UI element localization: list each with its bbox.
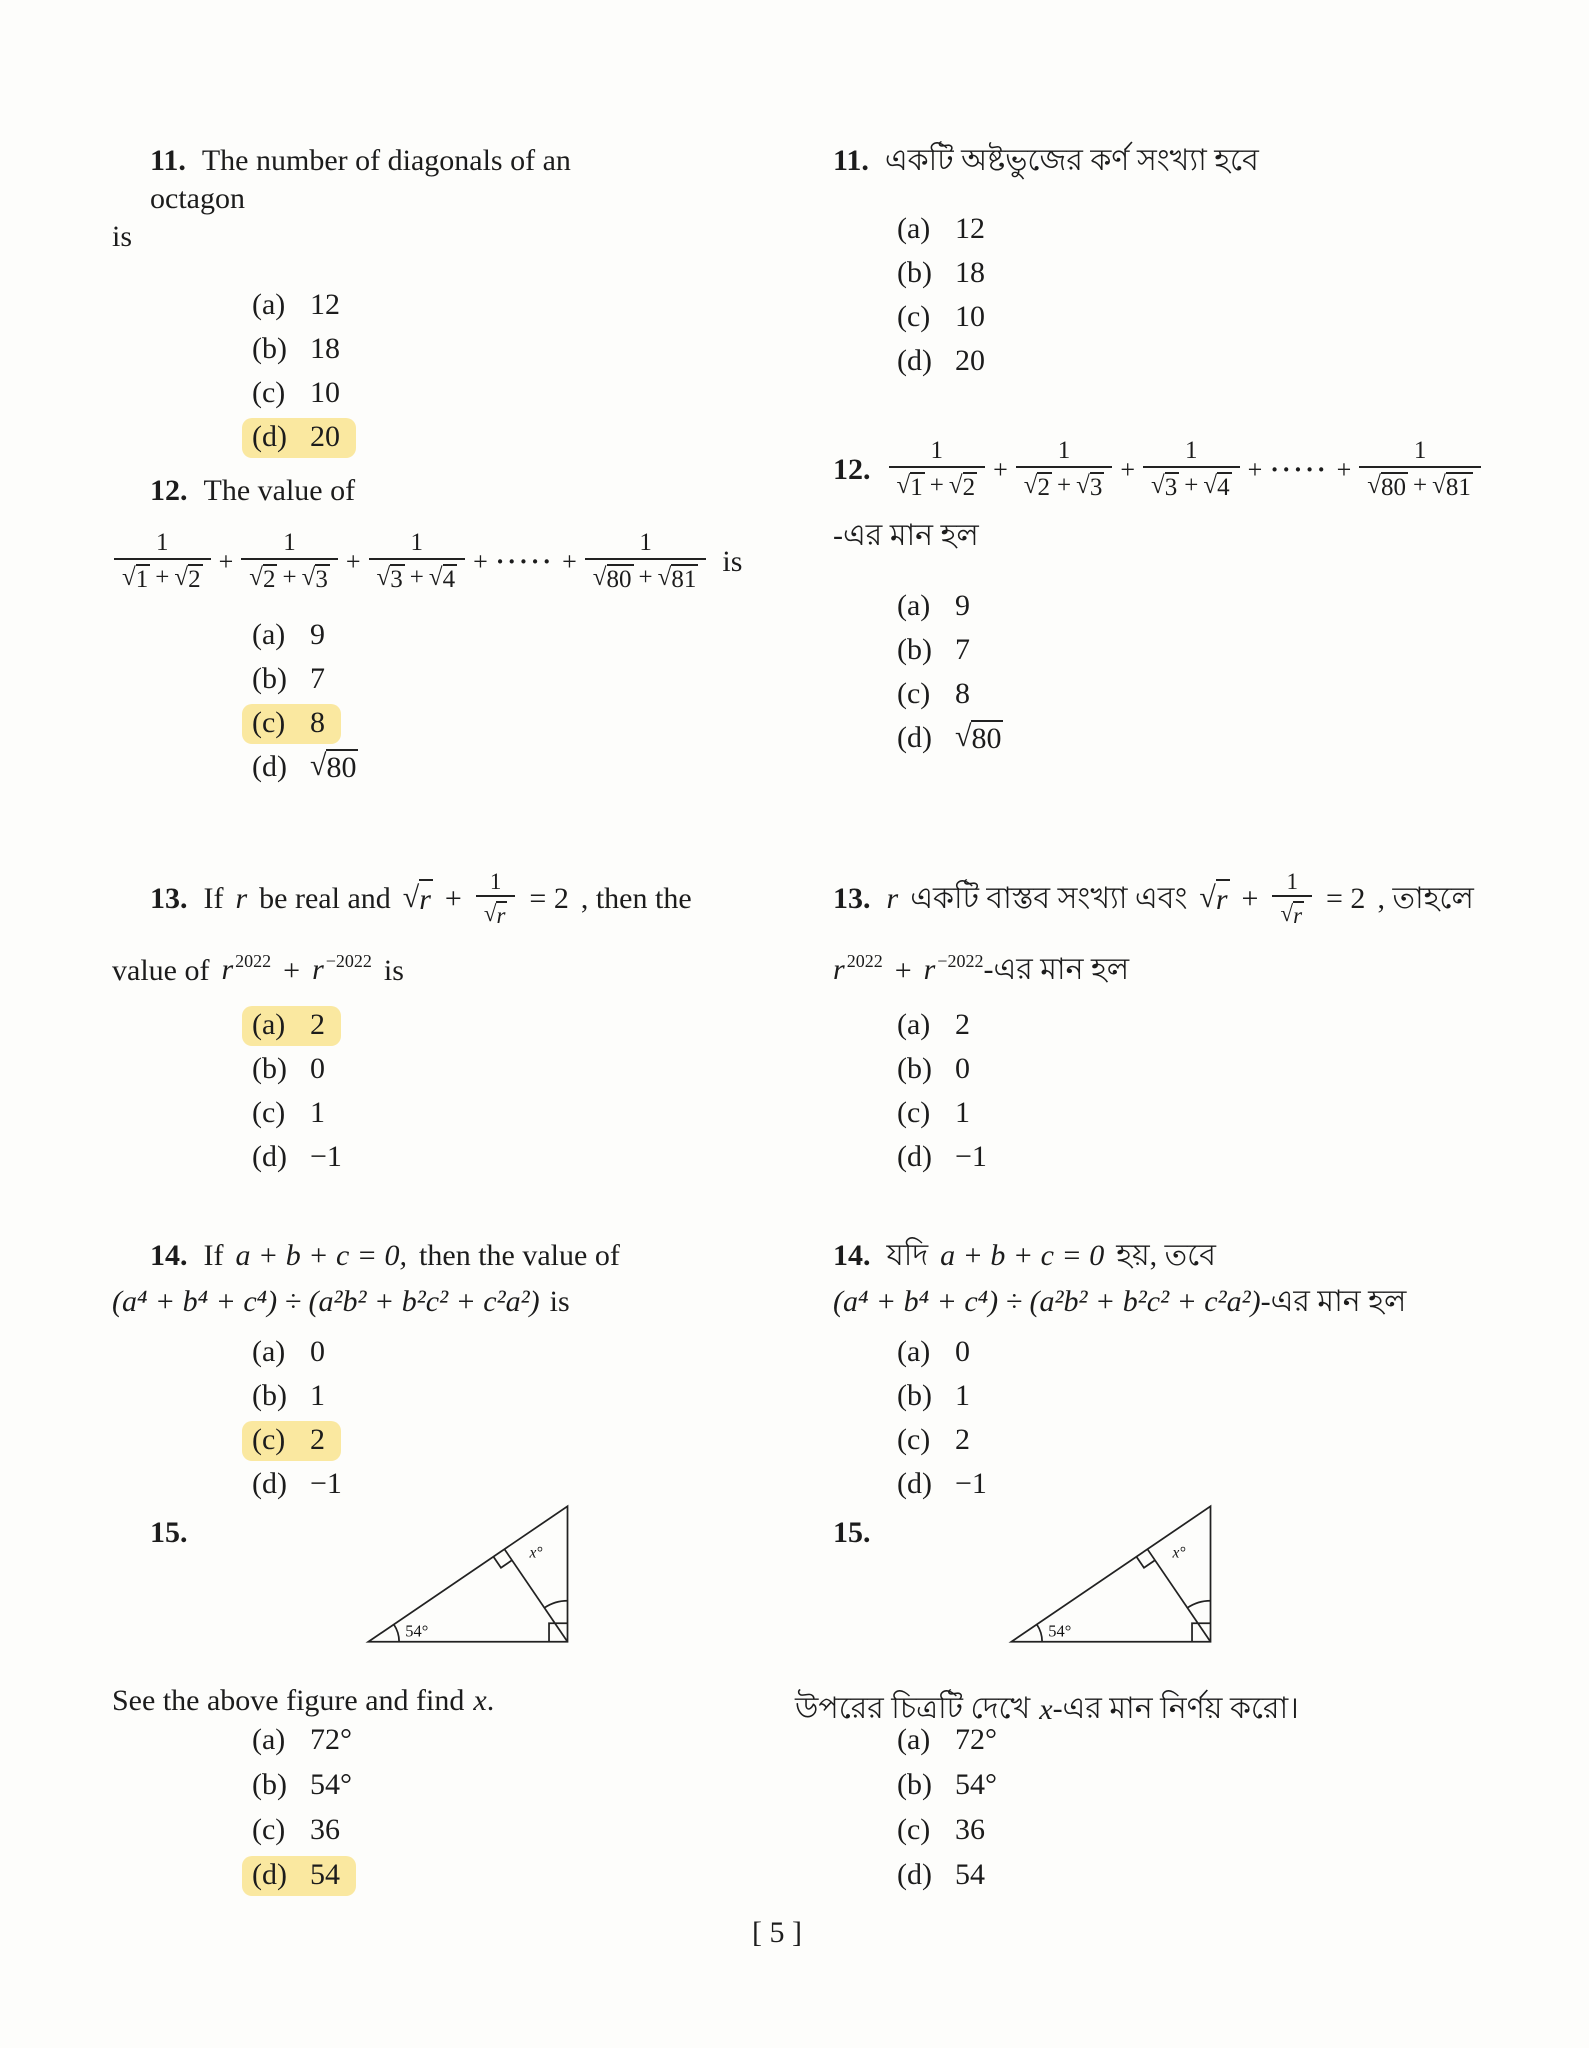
option-value: 36: [310, 1812, 340, 1846]
option-row: [897, 208, 1533, 252]
option-value: 1: [955, 1379, 970, 1412]
right-angle-marker-foot: [1136, 1557, 1155, 1568]
option-letter: (c): [897, 677, 931, 710]
option-letter: (b): [252, 1379, 287, 1412]
radical-icon: √: [948, 471, 963, 499]
question-13-english: [112, 852, 732, 1180]
option-value: 18: [955, 256, 985, 289]
question-12-bengali: [833, 422, 1533, 761]
option-letter: (a): [252, 1722, 286, 1756]
option: [242, 616, 341, 656]
fraction: 1 √ r: [1272, 869, 1312, 930]
sqrt: √ r: [403, 879, 433, 919]
option-row-highlighted: [252, 1853, 368, 1898]
triangle-figure: [1005, 1496, 1223, 1650]
option: [887, 1856, 1001, 1896]
radical-icon: √: [249, 564, 263, 591]
option-value: 9: [310, 618, 325, 651]
option-value: 10: [955, 300, 985, 333]
radical-icon: √: [1432, 471, 1446, 499]
options-list: [252, 284, 672, 460]
option-row: [897, 1136, 1583, 1180]
option-row: [897, 1092, 1583, 1136]
option: [887, 254, 1001, 294]
option-letter: (a): [897, 1722, 931, 1756]
option-letter: (a): [897, 1008, 931, 1041]
option: [887, 1138, 1003, 1178]
option-letter: (a): [252, 618, 286, 651]
option-value: 10: [310, 376, 340, 409]
option-letter: (b): [897, 1379, 932, 1412]
question-number: 13.: [833, 882, 871, 915]
option: [887, 1006, 986, 1046]
option-row: [897, 585, 1533, 629]
question-tail: -এর মান হল: [1260, 1285, 1407, 1318]
figure-caption: See the above figure and find x .: [112, 1684, 495, 1717]
option-highlight: [242, 1856, 356, 1896]
sum-formula: 1 √ 1 + √ 2 + 1 √ 2 + √ 3 + 1 √ 3 + √ 4 + ····· + 1 √ 80 + √ 81 is: [112, 516, 732, 608]
option-row: [252, 1048, 732, 1092]
question-body: The value of: [203, 474, 356, 507]
option: [242, 1333, 341, 1373]
option-row: [897, 717, 1533, 761]
option-value: 8: [955, 677, 970, 710]
fraction: 1 √ 80 + √ 81: [585, 529, 707, 595]
fraction: 1 √ 80 + √ 81: [1359, 437, 1481, 503]
radical-icon: √: [122, 564, 136, 591]
radical-icon: √: [1151, 471, 1165, 499]
option: [242, 286, 356, 326]
option-highlight: [242, 704, 341, 744]
option-value: 1: [310, 1379, 325, 1412]
sqrt: √ 3: [376, 564, 403, 593]
option-row: [897, 1463, 1583, 1507]
option-letter: (c): [897, 1423, 931, 1456]
angle-label-54: 54°: [405, 1621, 429, 1641]
equation-abc: a + b + c = 0: [940, 1239, 1105, 1272]
option-value: 54: [955, 1857, 985, 1891]
option-row: [897, 1331, 1583, 1375]
option-value: 36: [955, 1812, 985, 1846]
question-text: 14. If a + b + c = 0, then the value of: [112, 1235, 732, 1277]
option: [242, 1766, 368, 1806]
equals-two: = 2: [1326, 882, 1366, 915]
options-list: [252, 1331, 732, 1507]
angle-arc-x: [544, 1601, 567, 1608]
polynomial-expression: (a⁴ + b⁴ + c⁴) ÷ (a²b² + b²c² + c²a²): [833, 1285, 1261, 1318]
question-text: [112, 142, 672, 218]
sqrt: √ 2: [249, 564, 276, 593]
triangle-figure: [362, 1496, 580, 1650]
question-tail: is: [383, 954, 404, 987]
option-highlight: [242, 418, 356, 458]
sqrt: √ 1: [122, 564, 149, 593]
option-letter: (d): [897, 721, 932, 754]
option-letter: (a): [252, 288, 286, 321]
radical-icon: √: [1076, 471, 1090, 499]
angle-arc-54: [394, 1624, 399, 1641]
radical-icon: √: [955, 720, 972, 753]
angle-label-x: x°: [1172, 1544, 1186, 1562]
angle-arc-x: [1187, 1601, 1210, 1608]
option-value: 12: [310, 288, 340, 321]
question-14-bengali: [833, 1235, 1583, 1507]
option-row: [897, 296, 1533, 340]
angle-label-x: x°: [529, 1544, 543, 1562]
radical-icon: √: [592, 564, 607, 591]
option-value: 7: [310, 662, 325, 695]
option-letter: (b): [897, 633, 932, 666]
question-body: একটি অষ্টভুজের কর্ণ সংখ্যা হবে: [884, 144, 1259, 177]
question-text: 14. যদি a + b + c = 0 হয়, তবে: [833, 1235, 1583, 1277]
sqrt: √ 2: [1023, 471, 1050, 501]
option-letter: (c): [897, 1812, 931, 1846]
question-text: [833, 142, 1533, 180]
option-row: [252, 1375, 732, 1419]
question-text: 13. If r be real and √ r + 1 √ r = 2 , then the: [150, 868, 692, 928]
radical-icon: √: [402, 881, 420, 914]
ellipsis: ·····: [495, 547, 555, 576]
option-letter: (a): [897, 589, 931, 622]
option-row: [897, 1763, 1013, 1808]
option-letter: (c): [897, 1096, 931, 1129]
question-tail: is: [549, 1285, 570, 1318]
options-list: [252, 1718, 368, 1898]
radical-icon: √: [1023, 471, 1038, 499]
option-value: 2: [310, 1423, 325, 1456]
option-letter: (d): [252, 1857, 287, 1891]
option-row: [897, 1718, 1013, 1763]
question-number: 14.: [150, 1239, 188, 1272]
question-number: 15.: [150, 1516, 188, 1549]
question-number: 14.: [833, 1239, 871, 1272]
sqrt: √ 81: [657, 564, 697, 593]
option: [887, 210, 1001, 250]
sqrt: √ 3: [1076, 471, 1103, 501]
option-row: [252, 1763, 368, 1808]
options-list: [252, 1004, 732, 1180]
option: [242, 1050, 341, 1090]
sqrt: √ 4: [428, 564, 456, 593]
option-row: [897, 1419, 1583, 1463]
option-row: [897, 1853, 1013, 1898]
option-letter: (b): [252, 662, 287, 695]
altitude-line: [504, 1549, 567, 1642]
radical-icon: √: [896, 471, 911, 499]
option-row-highlighted: [252, 702, 732, 746]
option-value: 9: [955, 589, 970, 622]
option-value: 54°: [955, 1767, 997, 1801]
sqrt-option-value: √ 80: [310, 749, 357, 784]
option: [242, 660, 341, 700]
option-row: [252, 614, 732, 658]
option-value: −1: [310, 1140, 342, 1173]
option-highlight: [242, 1006, 341, 1046]
option-row: [897, 629, 1533, 673]
radical-icon: √: [301, 564, 316, 591]
option-value: 7: [955, 633, 970, 666]
option-letter: (d): [897, 344, 932, 377]
option-value: 0: [955, 1052, 970, 1085]
fraction: 1 √ 2 + √ 3: [1016, 437, 1113, 503]
option-row: [252, 1718, 368, 1763]
question-number: 15.: [833, 1516, 871, 1549]
option-value: −1: [955, 1467, 987, 1500]
option-highlight: [242, 1421, 341, 1461]
fraction: 1 √ 1 + √ 2: [114, 529, 211, 595]
question-text-line2: [112, 1277, 732, 1327]
sum-formula: 12. 1 √ 1 + √ 2 + 1 √ 2 + √ 3 + 1 √ 3 + √ 4 + ····· + 1 √ 80 + √ 81: [833, 422, 1533, 517]
option-value: 2: [955, 1423, 970, 1456]
question-body: The number of diagonals of an octagon: [150, 144, 571, 215]
option-letter: (b): [252, 332, 287, 365]
question-11-bengali: [833, 142, 1533, 384]
option-row: [897, 1004, 1583, 1048]
option-value: 2: [955, 1008, 970, 1041]
sqrt: √ 2: [174, 564, 201, 593]
sqrt-option-value: √ 80: [955, 720, 1002, 755]
options-list: [897, 208, 1533, 384]
r-power: r −2022 -এর মান হল: [924, 951, 1130, 992]
option-value: 0: [310, 1335, 325, 1368]
option-value: 2: [310, 1008, 325, 1041]
option-letter: (c): [252, 376, 286, 409]
option: [887, 1421, 986, 1461]
question-tail: -এর মান হল: [983, 952, 1130, 986]
question-14-english: [112, 1235, 732, 1507]
question-tail: -এর মান হল: [833, 519, 979, 552]
option-row: [252, 1136, 732, 1180]
option-letter: (d): [252, 1140, 287, 1173]
angle-arc-54: [1037, 1624, 1042, 1641]
sqrt: √ r: [483, 901, 506, 928]
option-letter: (d): [252, 420, 287, 453]
fraction: 1 √ 3 + √ 4: [369, 529, 466, 595]
options-list: [897, 585, 1533, 761]
sqrt: √ r: [1199, 879, 1229, 919]
option-row: [897, 1375, 1583, 1419]
r-power: r −2022: [312, 951, 372, 992]
ellipsis: ·····: [1270, 454, 1329, 484]
sqrt: √ 3: [1151, 471, 1178, 501]
option-value: 18: [310, 332, 340, 365]
option: [887, 631, 986, 671]
sqrt: √ 4: [1203, 471, 1230, 501]
option-value: 8: [310, 706, 325, 739]
sqrt: √ r: [1280, 901, 1303, 928]
radical-icon: √: [310, 749, 327, 782]
option: [242, 1465, 358, 1505]
sqrt: √ 80: [1367, 471, 1407, 501]
option-letter: (c): [252, 706, 286, 739]
triangle-outline: [368, 1506, 567, 1642]
option-letter: (d): [897, 1857, 932, 1891]
page-number: [ 5 ]: [752, 1916, 802, 1949]
option: [887, 1333, 986, 1373]
option: [242, 1811, 356, 1851]
radical-icon: √: [1367, 471, 1382, 499]
radical-icon: √: [428, 564, 443, 591]
option-letter: (d): [897, 1140, 932, 1173]
option-value: 54°: [310, 1767, 352, 1801]
option-row-highlighted: [252, 416, 672, 460]
option-row: [252, 284, 672, 328]
option: [242, 1721, 368, 1761]
fraction: 1 √ 3 + √ 4: [1143, 437, 1240, 503]
option-value: 12: [955, 212, 985, 245]
option-value: 72°: [310, 1722, 352, 1756]
var-r: r: [235, 882, 248, 915]
var-r: r: [886, 882, 899, 915]
sqrt: √ 1: [896, 471, 923, 501]
option-letter: (d): [897, 1467, 932, 1500]
angle-label-54: 54°: [1048, 1621, 1072, 1641]
option-letter: (c): [252, 1423, 286, 1456]
option-row: [897, 673, 1533, 717]
option-value: 1: [310, 1096, 325, 1129]
right-angle-marker-foot: [493, 1557, 512, 1568]
radical-icon: √: [657, 564, 672, 591]
option-letter: (b): [252, 1052, 287, 1085]
sqrt: √ 80: [592, 564, 632, 593]
fraction: 1 √ 1 + √ 2: [889, 437, 986, 503]
exponent: 2022: [235, 951, 272, 972]
option-value: 72°: [955, 1722, 997, 1756]
option-value: −1: [310, 1467, 342, 1500]
option: [887, 1377, 986, 1417]
fraction: 1 √ 2 + √ 3: [241, 529, 338, 595]
option-row: [897, 1048, 1583, 1092]
radical-icon: √: [1203, 471, 1218, 499]
exponent: −2022: [937, 951, 984, 972]
option: [887, 718, 1019, 760]
equation-abc: a + b + c = 0,: [235, 1239, 408, 1272]
option-row-highlighted: [252, 1004, 732, 1048]
question-12-english: [112, 472, 743, 790]
polynomial-expression: (a⁴ + b⁴ + c⁴) ÷ (a²b² + b²c² + c²a²): [112, 1285, 540, 1318]
option-row: [252, 328, 672, 372]
radical-icon: √: [1280, 901, 1294, 926]
option-letter: (b): [252, 1767, 287, 1801]
option-letter: (b): [897, 1052, 932, 1085]
fraction: 1 √ r: [476, 869, 516, 930]
option-letter: (a): [897, 212, 931, 245]
option-row: [897, 340, 1533, 384]
sqrt: √ 81: [1432, 471, 1471, 501]
question-number: 13.: [150, 882, 188, 915]
r-power: r 2022: [221, 951, 271, 992]
option-value: 20: [955, 344, 985, 377]
question-number: 12.: [150, 474, 188, 507]
option-value: 1: [955, 1096, 970, 1129]
option-row: [252, 372, 672, 416]
radical-icon: √: [376, 564, 391, 591]
option: [887, 1811, 1001, 1851]
sqrt: √ 2: [948, 471, 976, 501]
option: [887, 342, 1001, 382]
radical-icon: √: [483, 901, 497, 926]
options-list: [897, 1718, 1013, 1898]
question-text-line2: r 2022 + r −2022 -এর মান হল: [833, 946, 1583, 996]
option: [887, 587, 986, 627]
option: [242, 747, 374, 789]
option-row: [897, 252, 1533, 296]
question-text: [112, 472, 732, 516]
question-13-bengali: [833, 852, 1583, 1180]
radical-icon: √: [174, 564, 189, 591]
question-text-line2: value of r 2022 + r −2022 is: [112, 946, 732, 996]
option-value: 0: [310, 1052, 325, 1085]
option-letter: (d): [252, 1467, 287, 1500]
option-row: [252, 1331, 732, 1375]
option-row: [252, 658, 732, 702]
option-letter: (c): [897, 300, 931, 333]
triangle-outline: [1011, 1506, 1210, 1642]
question-number: 12.: [833, 452, 871, 486]
option-letter: (c): [252, 1812, 286, 1846]
option-letter: (a): [252, 1008, 286, 1041]
options-list: [897, 1004, 1583, 1180]
option: [887, 298, 1001, 338]
option-row: [897, 1808, 1013, 1853]
option: [242, 1377, 341, 1417]
option: [242, 374, 356, 414]
sqrt: √ 3: [301, 564, 328, 593]
question-text: 13. r একটি বাস্তব সংখ্যা এবং √ r + 1 √ r = 2 , তাহলে: [833, 868, 1474, 928]
options-list: [252, 614, 732, 790]
option: [242, 1094, 341, 1134]
r-power: r 2022: [833, 951, 883, 992]
exponent: −2022: [325, 951, 372, 972]
option: [887, 1050, 986, 1090]
question-number: 11.: [150, 144, 186, 177]
altitude-line: [1147, 1549, 1210, 1642]
option-value: 0: [955, 1335, 970, 1368]
question-tail: is: [722, 545, 743, 578]
option-letter: (c): [252, 1096, 286, 1129]
option-letter: (a): [897, 1335, 931, 1368]
radical-icon: √: [1199, 881, 1216, 914]
option: [887, 675, 986, 715]
option-row: [252, 1808, 368, 1853]
option-row-highlighted: [252, 1419, 732, 1463]
option-letter: (a): [252, 1335, 286, 1368]
question-11-english: [112, 142, 672, 460]
question-text-wrap: is: [112, 220, 133, 253]
option-value: 20: [310, 420, 340, 453]
option-letter: (b): [897, 256, 932, 289]
option-letter: (d): [252, 750, 287, 783]
figure-caption: উপরের চিত্রটি দেখে x -এর মান নির্ণয় করো।: [795, 1692, 1299, 1726]
option: [242, 1138, 358, 1178]
option-value: −1: [955, 1140, 987, 1173]
option: [887, 1094, 986, 1134]
option: [887, 1721, 1013, 1761]
option: [242, 330, 356, 370]
exponent: 2022: [846, 951, 883, 972]
option-row: [252, 1092, 732, 1136]
option: [887, 1465, 1003, 1505]
option: [887, 1766, 1013, 1806]
option-letter: (b): [897, 1767, 932, 1801]
equals-two: = 2: [529, 882, 569, 915]
option-row: [252, 746, 732, 790]
question-text-line2: [833, 1277, 1583, 1327]
question-number: 11.: [833, 144, 869, 177]
options-list: [897, 1331, 1583, 1507]
option-value: 54: [310, 1857, 340, 1891]
